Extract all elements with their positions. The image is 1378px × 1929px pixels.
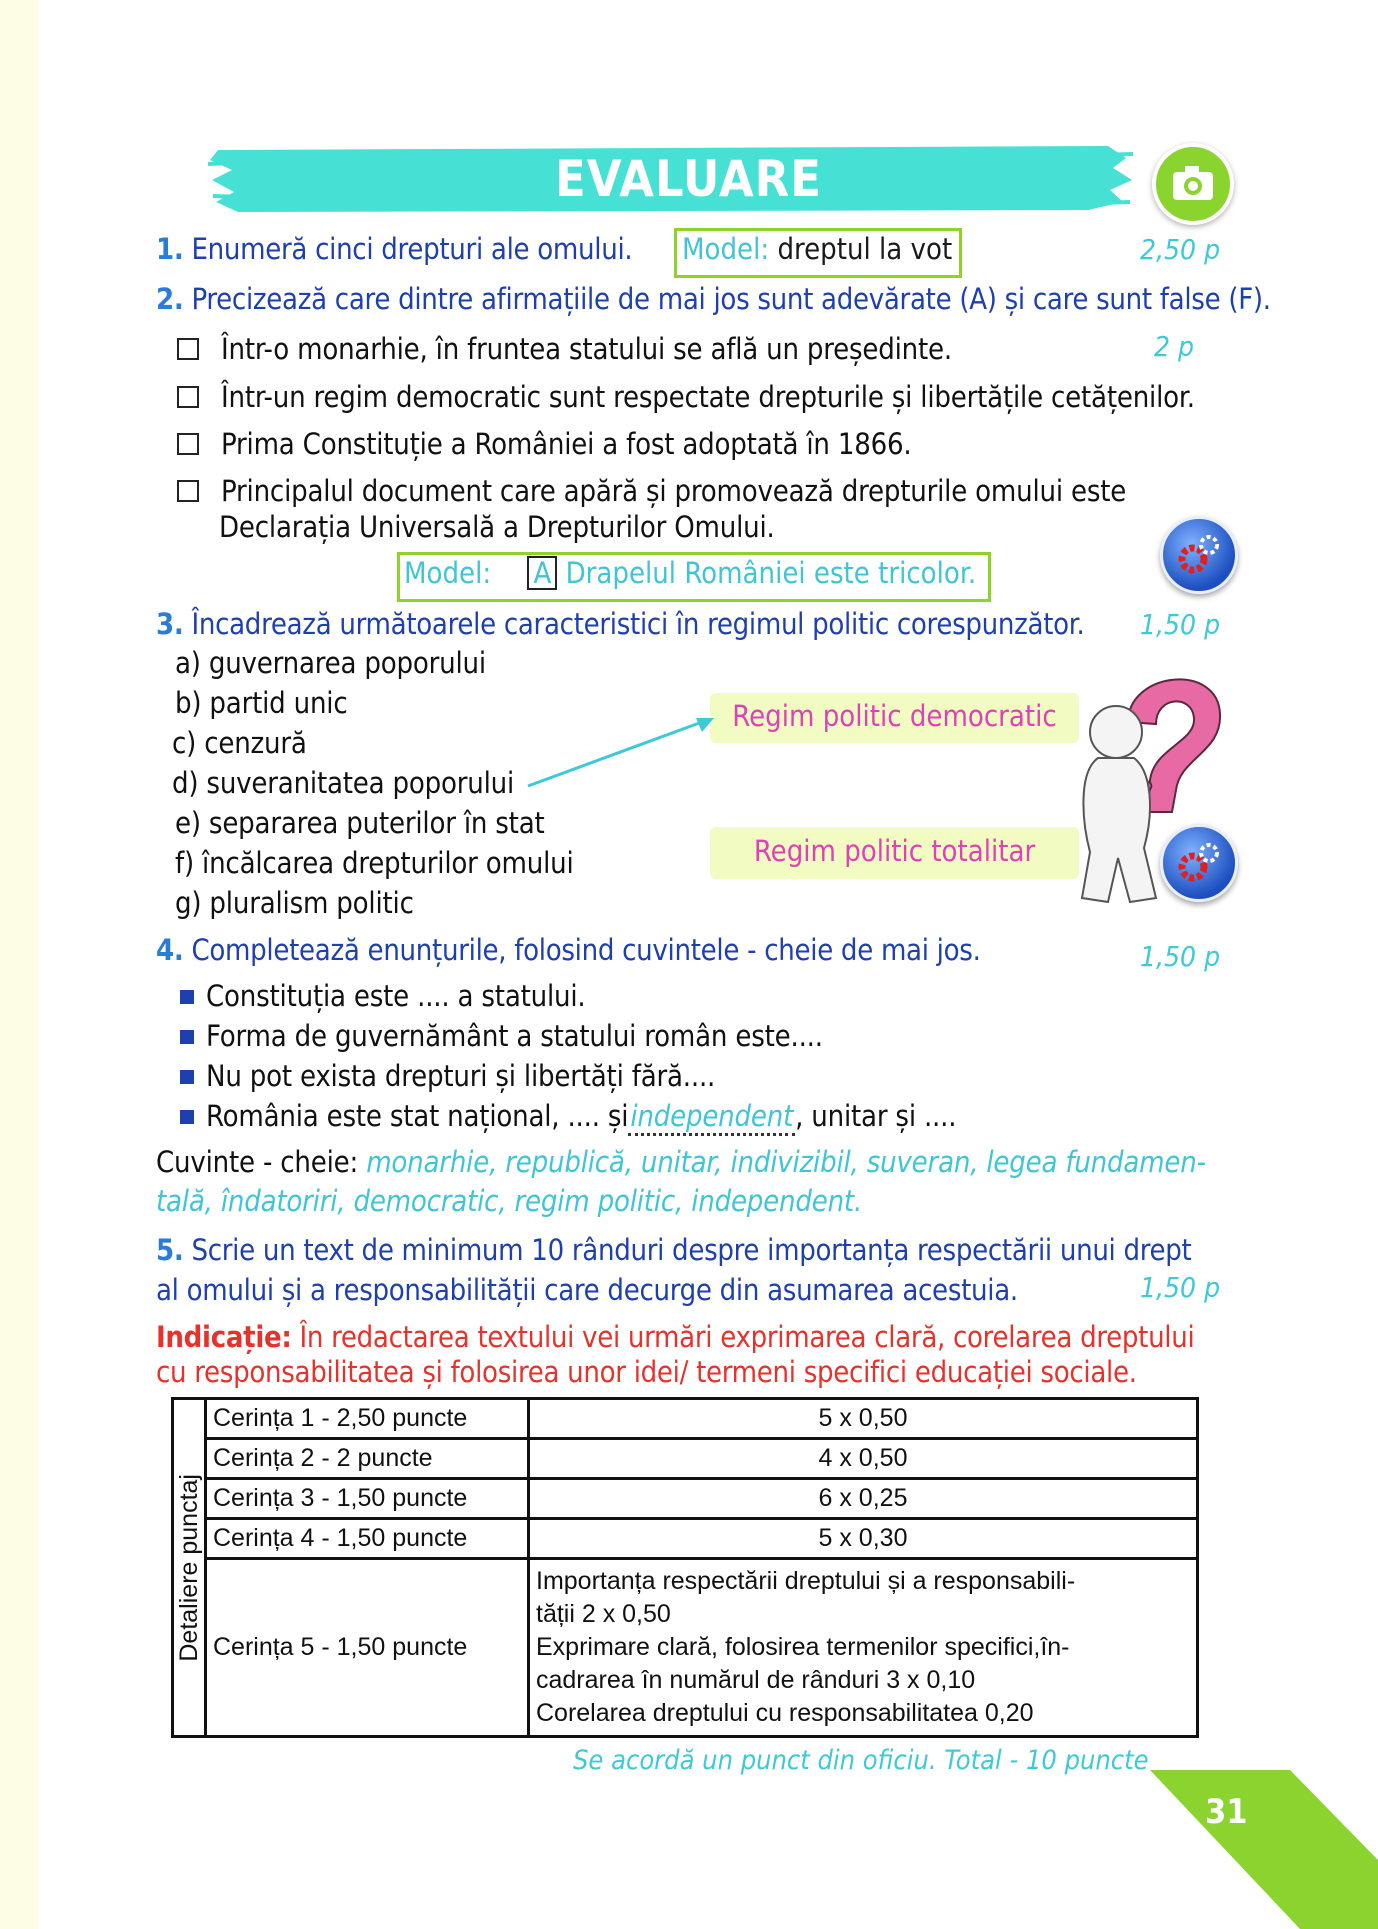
- q2-item-text: Într-un regim democratic sunt respectate drepturile și libertățile cetățenilor.: [221, 380, 1195, 414]
- score-table-req: Cerința 1 - 2,50 puncte: [206, 1399, 529, 1439]
- bullet-square-icon: [180, 990, 194, 1004]
- q4-item-text: , unitar și ....: [795, 1099, 957, 1133]
- indication-line1: În redactarea textului vei urmări exprimarea clară, corelarea dreptului: [299, 1320, 1195, 1354]
- q4-item-text: România este stat național, .... și: [206, 1099, 629, 1133]
- q3-text: Încadrează următoarele caracteristici în regimul politic corespunzător.: [191, 607, 1085, 641]
- q1-number: 1.: [156, 232, 184, 266]
- q2-item-text: Prima Constituție a României a fost adoptată în 1866.: [221, 427, 912, 461]
- q4-prompt: [156, 933, 981, 967]
- score-table-detail-line: cadrarea în numărul de rânduri 3 x 0,10: [536, 1666, 976, 1694]
- score-table-req: Cerința 4 - 1,50 puncte: [206, 1519, 529, 1559]
- answer-checkbox[interactable]: [177, 386, 199, 408]
- q2-number: 2.: [156, 282, 184, 316]
- q2-item-text: Într-o monarhie, în fruntea statului se află un președinte.: [221, 332, 952, 366]
- bullet-square-icon: [180, 1070, 194, 1084]
- q4-item-text: Nu pot exista drepturi și libertăți fără....: [206, 1059, 716, 1093]
- score-table-detail-line: Corelarea dreptului cu responsabilitatea 0,20: [536, 1699, 1034, 1727]
- q3-prompt: [156, 607, 1085, 641]
- q1-model: [682, 232, 952, 266]
- indication-line2: cu responsabilitatea și folosirea unor idei/ termeni specifici educației sociale.: [156, 1355, 1137, 1389]
- page-corner: [1150, 1770, 1378, 1929]
- example-arrow: [526, 714, 716, 790]
- q2-points: 2 p: [1154, 330, 1195, 363]
- answer-checkbox[interactable]: [177, 433, 199, 455]
- q4-fill-example: independent: [628, 1099, 795, 1136]
- q4-text: Completează enunțurile, folosind cuvintele - cheie de mai jos.: [191, 933, 981, 967]
- q1-model-value: dreptul la vot: [777, 232, 953, 266]
- q4-keywords-line1: monarhie, republică, unitar, indivizibil, suveran, legea fundamen-: [366, 1145, 1206, 1179]
- score-table-detail: 5 x 0,50: [529, 1399, 1198, 1439]
- q4-points: 1,50 p: [1140, 940, 1221, 973]
- gears-icon: [1160, 516, 1238, 594]
- q4-item: [180, 979, 586, 1013]
- score-table-detail: 5 x 0,30: [529, 1519, 1198, 1559]
- score-table-detail: [529, 1559, 1198, 1737]
- score-table-req: Cerința 3 - 1,50 puncte: [206, 1479, 529, 1519]
- q5-number: 5.: [156, 1233, 184, 1267]
- score-table-side-label: Detaliere punctaj: [174, 1473, 203, 1662]
- q5-points: 1,50 p: [1140, 1271, 1221, 1304]
- footer-note: Se acordă un punct din oficiu. Total - 10 puncte: [573, 1745, 1149, 1776]
- q4-keywords-line2: tală, îndatoriri, democratic, regim politic, independent.: [156, 1184, 863, 1218]
- bullet-square-icon: [180, 1110, 194, 1124]
- page-number: 31: [1205, 1792, 1248, 1832]
- q1-text: Enumeră cinci drepturi ale omului.: [191, 232, 633, 266]
- q1-prompt: [156, 232, 632, 266]
- q1-model-label: Model:: [682, 232, 770, 266]
- q2-item: [177, 427, 912, 461]
- q3-item: e) separarea puterilor în stat: [175, 806, 545, 840]
- tag-regim-totalitar: Regim politic totalitar: [710, 827, 1079, 879]
- q4-keywords: [156, 1145, 1206, 1179]
- q2-model-label: Model:: [404, 556, 492, 590]
- answer-checkbox[interactable]: [177, 480, 199, 502]
- score-table-detail-line: Exprimare clară, folosirea termenilor specifici,în-: [536, 1633, 1070, 1661]
- q3-item: b) partid unic: [175, 686, 348, 720]
- q3-item: a) guvernarea poporului: [175, 646, 486, 680]
- bullet-square-icon: [180, 1030, 194, 1044]
- indication-label: Indicație:: [156, 1320, 292, 1354]
- q5-line2: al omului și a responsabilității care decurge din asumarea acestuia.: [156, 1273, 1018, 1307]
- q4-item-text: Constituția este .... a statului.: [206, 979, 586, 1013]
- q4-item: [180, 1059, 715, 1093]
- page-margin-strip: [0, 0, 38, 1929]
- q3-number: 3.: [156, 607, 184, 641]
- score-table-detail-line: tății 2 x 0,50: [536, 1600, 671, 1628]
- q1-points: 2,50 p: [1140, 233, 1221, 266]
- q4-item: [180, 1019, 823, 1053]
- q3-item: g) pluralism politic: [175, 886, 414, 920]
- score-table-detail: 6 x 0,25: [529, 1479, 1198, 1519]
- score-table-req: Cerința 5 - 1,50 puncte: [206, 1559, 529, 1737]
- q4-item-text: Forma de guvernământ a statului român este....: [206, 1019, 823, 1053]
- camera-icon: [1152, 143, 1234, 225]
- indication: [156, 1320, 1194, 1354]
- q2-item: [177, 474, 1126, 508]
- tag-regim-democratic: Regim politic democratic: [710, 693, 1079, 743]
- answer-checkbox[interactable]: [177, 338, 199, 360]
- q3-points: 1,50 p: [1140, 608, 1221, 641]
- q3-item: c) cenzură: [172, 726, 307, 760]
- score-table-req: Cerința 2 - 2 puncte: [206, 1439, 529, 1479]
- q2-model: [404, 556, 976, 590]
- q2-prompt: [156, 282, 1271, 316]
- q4-number: 4.: [156, 933, 184, 967]
- score-table-detail: 4 x 0,50: [529, 1439, 1198, 1479]
- q2-text: Precizează care dintre afirmațiile de mai jos sunt adevărate (A) și care sunt false (F).: [191, 282, 1271, 316]
- q4-keywords-label: Cuvinte - cheie:: [156, 1145, 359, 1179]
- q5-line1: Scrie un text de minimum 10 rânduri despre importanța respectării unui drept: [191, 1233, 1192, 1267]
- q2-item-text: Principalul document care apără și promovează drepturile omului este: [221, 474, 1127, 508]
- q4-item: [180, 1099, 956, 1133]
- score-table: [171, 1397, 1199, 1738]
- q2-model-text: Drapelul României este tricolor.: [565, 556, 977, 590]
- q2-model-letter: A: [527, 556, 557, 590]
- q2-item: [177, 380, 1195, 414]
- q2-item: [177, 332, 952, 366]
- score-table-detail-line: Importanța respectării dreptului și a responsabili-: [536, 1567, 1076, 1595]
- page-title: EVALUARE: [555, 150, 823, 208]
- q3-item: d) suveranitatea poporului: [172, 766, 515, 800]
- score-table-side-cell: [173, 1399, 206, 1737]
- q5-prompt: [156, 1233, 1192, 1267]
- q3-item: f) încălcarea drepturilor omului: [175, 846, 574, 880]
- q2-item-continuation: Declarația Universală a Drepturilor Omului.: [219, 510, 775, 544]
- gears-icon: [1160, 824, 1238, 902]
